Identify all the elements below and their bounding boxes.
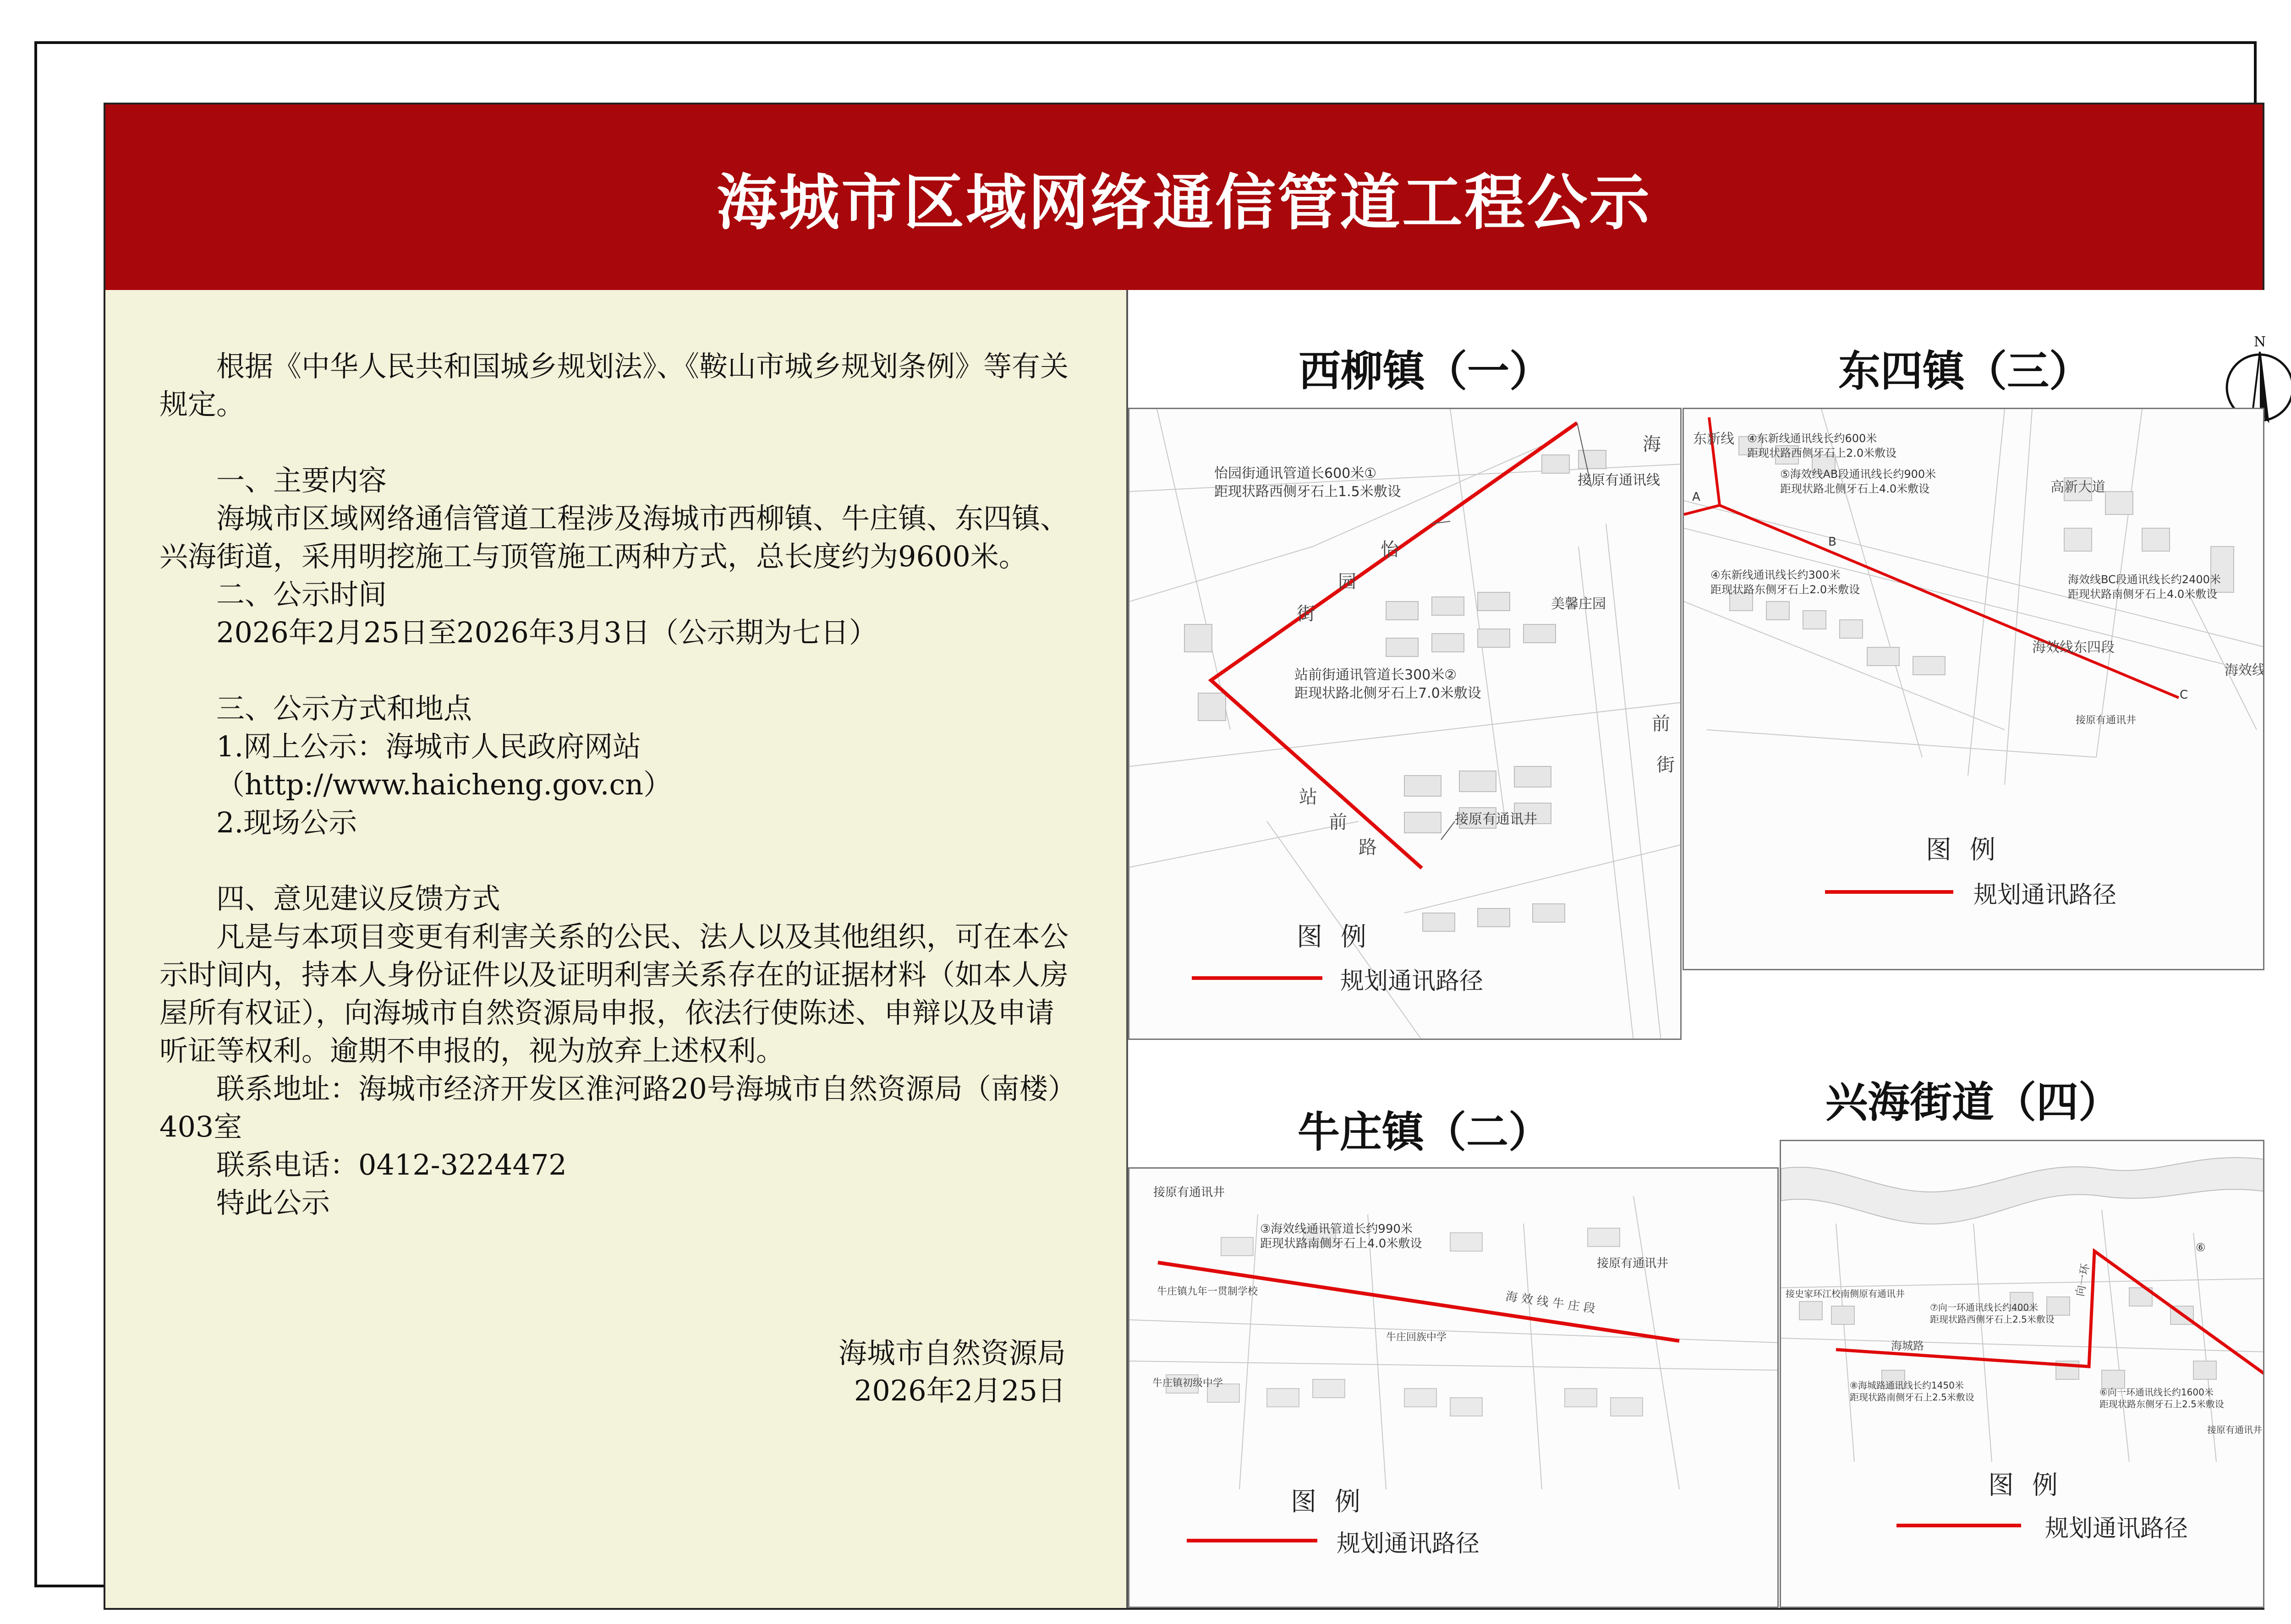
xiliu-legend-swatch (1192, 976, 1322, 980)
section3-item2: 2.现场公示 (216, 806, 357, 839)
xinghai-legend-label: 规划通讯路径 (2045, 1515, 2188, 1542)
niuzhuang-legend-swatch (1187, 1539, 1317, 1542)
map-title-xinghai: 兴海街道（四） (1825, 1077, 2121, 1127)
xiliu-ann1a: 怡园街通讯管道长600米① (1214, 465, 1377, 481)
dongsi-ann4a: ④东新线通讯线长约600米 (1747, 432, 1877, 445)
dongsi-legend-swatch (1825, 890, 1953, 894)
xiliu-legend-label: 规划通讯路径 (1340, 968, 1484, 995)
xiliu-street6: 路 (1359, 837, 1377, 858)
dongsi-ann6a: ④东新线通讯线长约300米 (1710, 569, 1841, 581)
xiliu-street5: 前 (1329, 812, 1347, 833)
xiliu-street3: 街 (1297, 603, 1315, 624)
notice-body (159, 347, 1076, 1222)
section4-title: 四、意见建议反馈方式 (216, 882, 501, 915)
xiliu-street7: 海 (1643, 434, 1661, 455)
xinghai-ann3a: ⑥向一环通讯线长约1600米 (2099, 1387, 2214, 1398)
xinghai-ann2a: ⑧海城路通讯线长约1450米 (1850, 1380, 1964, 1391)
xinghai-road2: 向一环 (2073, 1263, 2092, 1298)
xiliu-street4: 站 (1299, 787, 1317, 808)
dongsi-legend-label: 规划通讯路径 (1973, 881, 2117, 909)
section3-item1-url: （http://www.haicheng.gov.cn） (216, 768, 672, 801)
closing-text: 特此公示 (216, 1186, 330, 1219)
contact-phone: 联系电话：0412-3224472 (216, 1148, 567, 1181)
notice-intro: 根据《中华人民共和国城乡规划法》、《鞍山市城乡规划条例》等有关规定。 (159, 350, 1069, 421)
map-dongsi (1683, 408, 2264, 970)
xinghai-ann1a: ⑦向一环通讯线长约400米 (1930, 1302, 2039, 1313)
dongsi-ann4b: 距现状路西侧牙石上2.0米敷设 (1747, 447, 1897, 459)
signature-date: 2026年2月25日 (854, 1374, 1066, 1407)
page-title: 海城市区域网络通信管道工程公示 (717, 167, 1651, 238)
map-area (1128, 290, 2264, 1608)
dongsi-pt-b: B (1828, 535, 1836, 549)
map-title-niuzhuang: 牛庄镇（二） (1298, 1107, 1551, 1157)
dongsi-ann5a: ⑤海效线AB段通讯线长约900米 (1780, 468, 1936, 481)
xinghai-ann3b: 距现状路东侧牙石上2.5米敷设 (2099, 1399, 2224, 1410)
section4-body: 凡是与本项目变更有利害关系的公民、法人以及其他组织，可在本公示时间内，持本人身份证件以及证明利害关系存在的证据材料（如本人房屋所有权证），向海城市自然资源局申报，依法行使陈述、申辩以及申请听证等权利。逾期不申报的，视为放弃上述权利。 (159, 920, 1069, 1067)
title-banner (105, 104, 2263, 290)
xinghai-legend-title: 图例 (1988, 1471, 2076, 1500)
map-xiliu-drawing (1129, 409, 1682, 1040)
niuzhuang-legend-label: 规划通讯路径 (1337, 1530, 1480, 1558)
xinghai-ann1b: 距现状路西侧牙石上2.5米敷设 (1930, 1314, 2055, 1325)
contact-address: 联系地址：海城市经济开发区淮河路20号海城市自然资源局（南楼）403室 (159, 1072, 1062, 1143)
map-title-xiliu: 西柳镇（一） (1299, 346, 1552, 396)
notice-text-panel (105, 290, 1128, 1608)
signature-block (839, 1334, 1066, 1410)
xinghai-connect-top: 接史家环江校南侧原有通讯井 (1786, 1288, 1905, 1299)
xinghai-legend-swatch (1896, 1524, 2021, 1527)
map-niuzhuang (1128, 1167, 1779, 1608)
niuzhuang-school1: 牛庄镇九年一贯制学校 (1157, 1286, 1258, 1297)
xiliu-street8: 前 (1652, 713, 1670, 734)
niuzhuang-ann3b: 距现状路南侧牙石上4.0米敷设 (1260, 1237, 1422, 1251)
xiliu-connect-line: 接原有通讯线 (1578, 472, 1660, 488)
map-title-dongsi: 东四镇（三） (1838, 346, 2092, 396)
map-xinghai (1780, 1140, 2264, 1608)
dongsi-road4: 海效线 (2225, 662, 2266, 678)
dongsi-ann7a: 海效线BC段通讯线长约2400米 (2068, 573, 2221, 586)
dongsi-pt-a: A (1692, 490, 1700, 504)
xiliu-street2: 园 (1338, 571, 1356, 592)
section1-title: 一、主要内容 (216, 464, 387, 497)
dongsi-ann6b: 距现状路东侧牙石上2.0米敷设 (1710, 583, 1860, 596)
xinghai-ann2b: 距现状路南侧牙石上2.5米敷设 (1850, 1392, 1974, 1403)
dongsi-road2: 高新大道 (2050, 479, 2105, 495)
section3-title: 三、公示方式和地点 (216, 692, 472, 725)
dongsi-legend-title: 图例 (1926, 835, 2014, 865)
xiliu-street9: 街 (1656, 755, 1675, 776)
xiliu-garden: 美馨庄园 (1551, 596, 1606, 612)
xiliu-street1: 怡 (1381, 539, 1399, 560)
map-xinghai-drawing (1781, 1141, 2264, 1608)
dongsi-road3: 海效线东四段 (2032, 640, 2115, 656)
niuzhuang-legend-title: 图例 (1291, 1487, 1379, 1517)
niuzhuang-road: 海 效 线 牛 庄 段 (1505, 1290, 1596, 1316)
section2-title: 二、公示时间 (216, 578, 387, 611)
dongsi-pt-c: C (2180, 688, 2188, 702)
poster-frame (104, 103, 2264, 1610)
xinghai-circle: ⑥ (2196, 1241, 2206, 1254)
map-xiliu (1128, 408, 1682, 1040)
xiliu-ann2b: 距现状路北侧牙石上7.0米敷设 (1294, 685, 1481, 701)
dongsi-ann7b: 距现状路南侧牙石上4.0米敷设 (2068, 588, 2218, 601)
xinghai-connect-bottom: 接原有通讯井 (2207, 1424, 2262, 1435)
outer-frame (34, 41, 2266, 1587)
section3-item1: 1.网上公示：海城市人民政府网站 (216, 730, 641, 763)
niuzhuang-school2: 牛庄回族中学 (1386, 1332, 1447, 1343)
niuzhuang-connect-left: 接原有通讯井 (1153, 1186, 1225, 1199)
niuzhuang-connect-right: 接原有通讯井 (1597, 1257, 1669, 1270)
section1-body: 海城市区域网络通信管道工程涉及海城市西柳镇、牛庄镇、东四镇、兴海街道，采用明挖施工与顶管施工两种方式，总长度约为9600米。 (159, 502, 1069, 573)
xiliu-ann2a: 站前街通讯管道长300米② (1294, 667, 1457, 683)
niuzhuang-school3: 牛庄镇初级中学 (1152, 1378, 1223, 1389)
xiliu-legend-title: 图例 (1297, 922, 1385, 952)
signature-org: 海城市自然资源局 (838, 1336, 1066, 1370)
niuzhuang-ann3a: ③海效线通讯管道长约990米 (1260, 1222, 1413, 1236)
dongsi-connect: 接原有通讯井 (2076, 715, 2137, 726)
xinghai-road1: 海城路 (1891, 1340, 1924, 1352)
compass-label: N (2253, 334, 2266, 350)
section2-body: 2026年2月25日至2026年3月3日（公示期为七日） (216, 616, 877, 649)
xiliu-connect-well: 接原有通讯井 (1455, 811, 1537, 827)
xiliu-ann1b: 距现状路西侧牙石上1.5米敷设 (1214, 484, 1401, 500)
dongsi-ann5b: 距现状路北侧牙石上4.0米敷设 (1780, 482, 1930, 495)
dongsi-road1: 东新线 (1693, 431, 1734, 447)
